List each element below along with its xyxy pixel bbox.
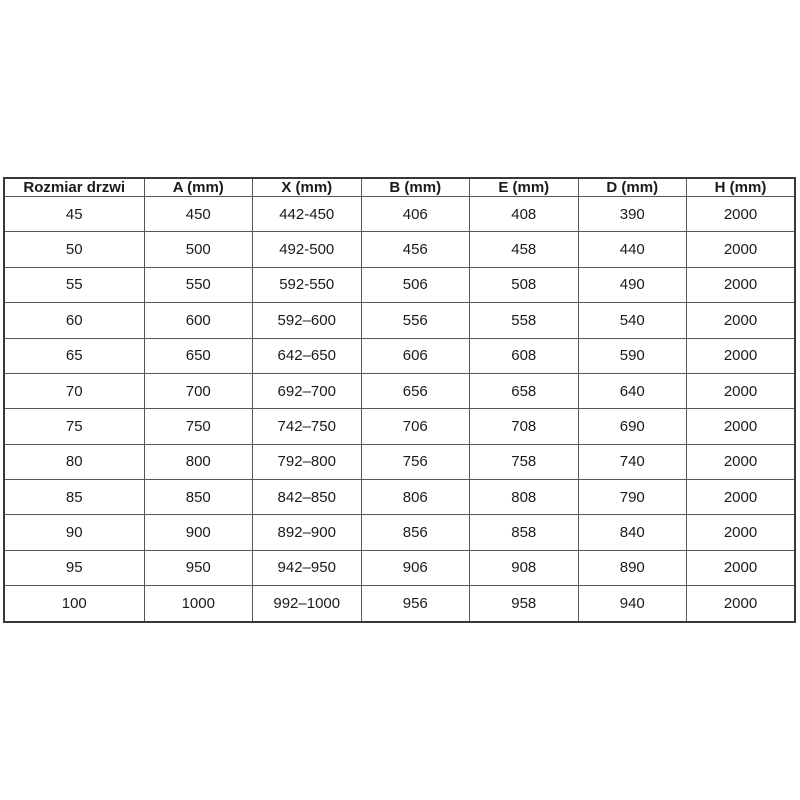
table-cell: 706 (361, 409, 470, 444)
table-cell: 792–800 (253, 444, 362, 479)
column-header: E (mm) (470, 178, 579, 197)
table-cell: 740 (578, 444, 687, 479)
table-row (4, 480, 795, 515)
table-cell: 958 (470, 586, 579, 622)
table-cell: 806 (361, 480, 470, 515)
table-cell: 758 (470, 444, 579, 479)
table-header (4, 178, 795, 197)
table-cell: 390 (578, 197, 687, 232)
table-cell: 650 (144, 338, 253, 373)
table-cell: 690 (578, 409, 687, 444)
table-cell: 600 (144, 303, 253, 338)
table-cell: 850 (144, 480, 253, 515)
table-cell: 906 (361, 550, 470, 585)
table-cell: 950 (144, 550, 253, 585)
table-cell: 708 (470, 409, 579, 444)
table-cell: 658 (470, 373, 579, 408)
door-size-table-container (3, 177, 796, 623)
table-cell: 956 (361, 586, 470, 622)
table-cell: 750 (144, 409, 253, 444)
table-cell: 80 (4, 444, 144, 479)
table-row (4, 550, 795, 585)
table-cell: 2000 (687, 267, 796, 302)
table-cell: 506 (361, 267, 470, 302)
table-cell: 700 (144, 373, 253, 408)
table-cell: 940 (578, 586, 687, 622)
table-row (4, 515, 795, 550)
table-cell: 90 (4, 515, 144, 550)
table-cell: 642–650 (253, 338, 362, 373)
table-row (4, 373, 795, 408)
table-header-row (4, 178, 795, 197)
table-row (4, 338, 795, 373)
table-row (4, 267, 795, 302)
table-cell: 55 (4, 267, 144, 302)
table-row (4, 232, 795, 267)
table-cell: 85 (4, 480, 144, 515)
table-row (4, 409, 795, 444)
table-cell: 2000 (687, 197, 796, 232)
table-cell: 592–600 (253, 303, 362, 338)
table-cell: 592-550 (253, 267, 362, 302)
table-row (4, 197, 795, 232)
table-cell: 2000 (687, 586, 796, 622)
table-cell: 842–850 (253, 480, 362, 515)
table-cell: 858 (470, 515, 579, 550)
table-cell: 942–950 (253, 550, 362, 585)
table-cell: 508 (470, 267, 579, 302)
column-header: H (mm) (687, 178, 796, 197)
table-cell: 95 (4, 550, 144, 585)
table-cell: 45 (4, 197, 144, 232)
table-cell: 500 (144, 232, 253, 267)
table-cell: 840 (578, 515, 687, 550)
table-cell: 2000 (687, 515, 796, 550)
table-cell: 490 (578, 267, 687, 302)
table-cell: 2000 (687, 232, 796, 267)
table-row (4, 586, 795, 622)
table-cell: 456 (361, 232, 470, 267)
door-size-table (3, 177, 796, 623)
table-cell: 406 (361, 197, 470, 232)
table-cell: 608 (470, 338, 579, 373)
table-cell: 656 (361, 373, 470, 408)
table-cell: 640 (578, 373, 687, 408)
table-cell: 790 (578, 480, 687, 515)
table-cell: 856 (361, 515, 470, 550)
column-header: B (mm) (361, 178, 470, 197)
table-row (4, 303, 795, 338)
table-cell: 2000 (687, 303, 796, 338)
table-cell: 458 (470, 232, 579, 267)
table-cell: 492-500 (253, 232, 362, 267)
table-cell: 900 (144, 515, 253, 550)
column-header: X (mm) (253, 178, 362, 197)
table-cell: 800 (144, 444, 253, 479)
table-cell: 442-450 (253, 197, 362, 232)
table-cell: 1000 (144, 586, 253, 622)
table-cell: 100 (4, 586, 144, 622)
table-cell: 60 (4, 303, 144, 338)
table-cell: 756 (361, 444, 470, 479)
table-cell: 590 (578, 338, 687, 373)
table-cell: 2000 (687, 444, 796, 479)
table-cell: 606 (361, 338, 470, 373)
table-cell: 2000 (687, 338, 796, 373)
table-cell: 75 (4, 409, 144, 444)
table-cell: 556 (361, 303, 470, 338)
table-body (4, 197, 795, 623)
table-cell: 450 (144, 197, 253, 232)
table-cell: 50 (4, 232, 144, 267)
table-cell: 2000 (687, 480, 796, 515)
column-header: A (mm) (144, 178, 253, 197)
table-cell: 558 (470, 303, 579, 338)
table-cell: 2000 (687, 550, 796, 585)
table-cell: 742–750 (253, 409, 362, 444)
column-header: Rozmiar drzwi (4, 178, 144, 197)
table-cell: 408 (470, 197, 579, 232)
table-cell: 808 (470, 480, 579, 515)
table-cell: 892–900 (253, 515, 362, 550)
column-header: D (mm) (578, 178, 687, 197)
table-cell: 540 (578, 303, 687, 338)
table-cell: 908 (470, 550, 579, 585)
table-cell: 550 (144, 267, 253, 302)
table-cell: 692–700 (253, 373, 362, 408)
table-cell: 440 (578, 232, 687, 267)
table-row (4, 444, 795, 479)
table-cell: 992–1000 (253, 586, 362, 622)
table-cell: 2000 (687, 373, 796, 408)
table-cell: 890 (578, 550, 687, 585)
table-cell: 65 (4, 338, 144, 373)
table-cell: 70 (4, 373, 144, 408)
table-cell: 2000 (687, 409, 796, 444)
